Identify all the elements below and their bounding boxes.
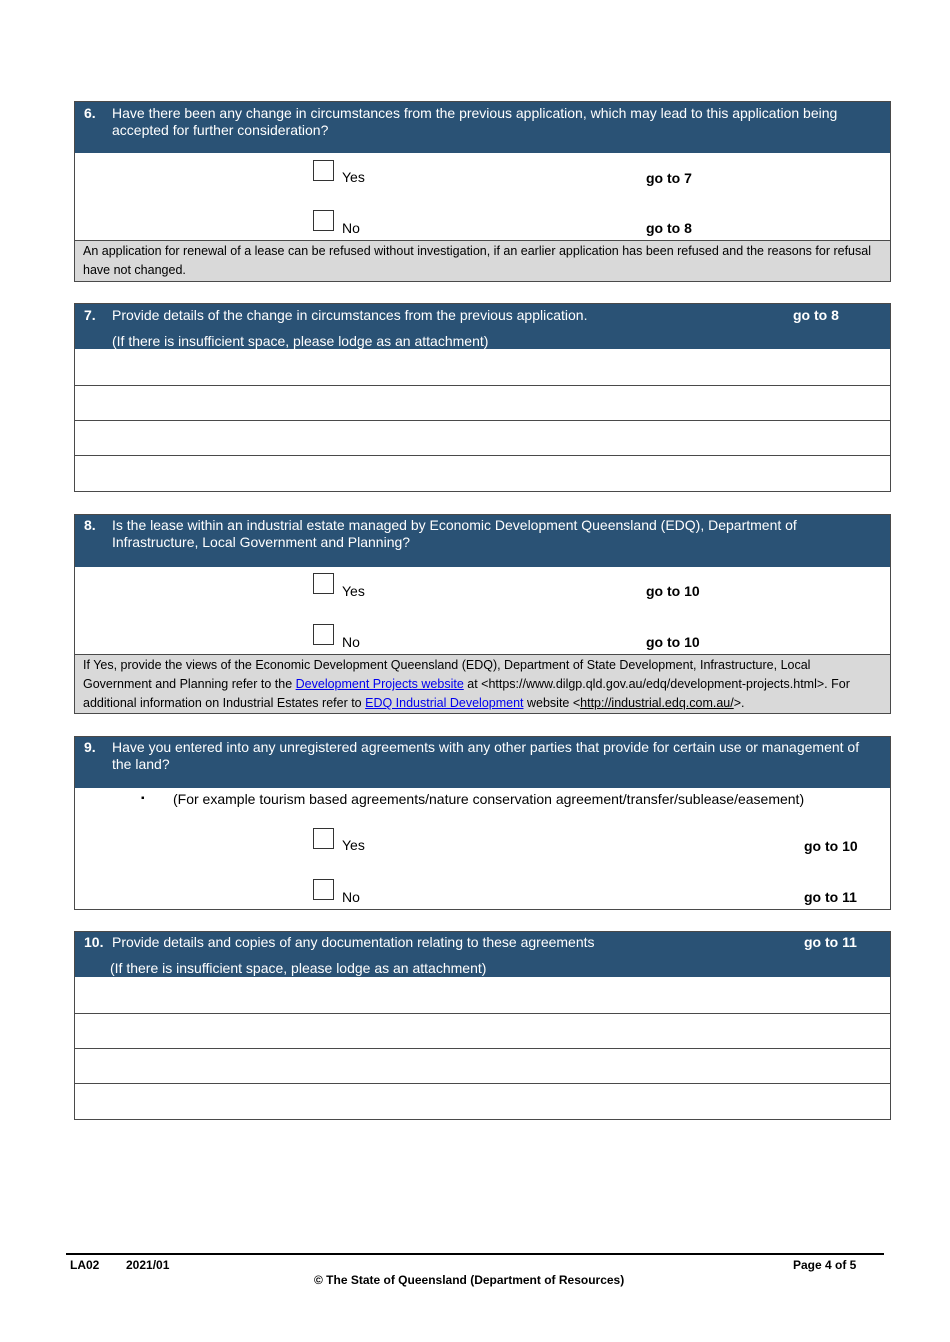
option-yes-row xyxy=(75,153,890,203)
bullet: ▪ xyxy=(141,793,145,804)
page-number: Page 4 of 5 xyxy=(793,1258,857,1272)
answer-line-2[interactable] xyxy=(75,385,890,420)
yes-checkbox[interactable] xyxy=(313,828,334,849)
question-subtext: (If there is insufficient space, please lodge as an attachment) xyxy=(112,333,489,349)
answer-line-3[interactable] xyxy=(75,420,890,455)
question-9-header xyxy=(75,737,890,788)
question-text: Have you entered into any unregistered agreements with any other parties that provide for certain use or management of the land? xyxy=(112,739,860,772)
form-version: 2021/01 xyxy=(126,1258,170,1272)
note-text-1: If Yes, provide the views of the Economic Development Queensland (EDQ), Department of State Development, Infrastructure, Local Government and Planning refer to the xyxy=(83,658,811,691)
goto-label: go to 8 xyxy=(793,307,839,323)
footer-divider xyxy=(66,1253,884,1255)
question-8-header xyxy=(75,515,890,567)
yes-label: Yes xyxy=(342,583,365,599)
example-text: (For example tourism based agreements/nature conservation agreement/transfer/sublease/easement) xyxy=(173,791,805,807)
question-number: 8. xyxy=(84,517,96,533)
edq-industrial-development-link[interactable]: EDQ Industrial Development xyxy=(365,696,524,710)
yes-checkbox[interactable] xyxy=(313,573,334,594)
question-text: Provide details and copies of any documentation relating to these agreements xyxy=(112,934,595,950)
no-checkbox[interactable] xyxy=(313,210,334,231)
question-text: Provide details of the change in circumstances from the previous application. xyxy=(112,307,588,323)
no-checkbox[interactable] xyxy=(313,879,334,900)
question-subtext: (If there is insufficient space, please lodge as an attachment) xyxy=(110,960,487,976)
example-row xyxy=(75,788,890,820)
no-goto: go to 8 xyxy=(646,220,692,236)
yes-goto: go to 10 xyxy=(804,838,858,854)
question-text: Have there been any change in circumstances from the previous application, which may lead to this application being accepted for further consideration? xyxy=(112,105,838,138)
industrial-url: http://industrial.edq.com.au/ xyxy=(580,696,734,710)
form-code: LA02 xyxy=(70,1258,100,1272)
note-text-4: >. xyxy=(733,696,745,710)
development-projects-link[interactable]: Development Projects website xyxy=(295,677,464,691)
copyright: © The State of Queensland (Department of Resources) xyxy=(314,1273,625,1287)
question-6-header xyxy=(75,102,890,153)
answer-line-4[interactable] xyxy=(75,1083,890,1118)
yes-label: Yes xyxy=(342,837,365,853)
question-7-header xyxy=(75,304,890,349)
no-label: No xyxy=(342,634,360,650)
question-10-section xyxy=(74,931,891,1120)
no-goto: go to 10 xyxy=(646,634,700,650)
no-goto: go to 11 xyxy=(804,889,857,905)
yes-checkbox[interactable] xyxy=(313,160,334,181)
question-number: 6. xyxy=(84,105,96,121)
answer-line-4[interactable] xyxy=(75,455,890,490)
no-label: No xyxy=(342,889,360,905)
yes-goto: go to 10 xyxy=(646,583,700,599)
option-no-row xyxy=(75,617,890,654)
question-10-header xyxy=(75,932,890,977)
question-6-section xyxy=(74,101,891,282)
question-number: 9. xyxy=(84,739,96,755)
no-checkbox[interactable] xyxy=(313,624,334,645)
note xyxy=(75,654,890,713)
note-text-3: website < xyxy=(523,696,581,710)
option-yes-row xyxy=(75,820,890,870)
question-number: 10. xyxy=(84,934,104,950)
answer-line-2[interactable] xyxy=(75,1013,890,1048)
goto-label: go to 11 xyxy=(804,934,857,950)
answer-line-1[interactable] xyxy=(75,349,890,385)
option-no-row xyxy=(75,203,890,240)
yes-goto: go to 7 xyxy=(646,170,692,186)
no-label: No xyxy=(342,220,360,236)
yes-label: Yes xyxy=(342,169,365,185)
note-text-2: at <https://www.dilgp.qld.gov.au/edq/development-projects.html>. For additional information on Industrial Estates refer to xyxy=(83,677,850,710)
option-yes-row xyxy=(75,567,890,617)
option-no-row xyxy=(75,870,890,909)
question-text: Is the lease within an industrial estate managed by Economic Development Queensland (EDQ), Department of Infrastructure, Local Government and Planning? xyxy=(112,517,797,550)
answer-line-3[interactable] xyxy=(75,1048,890,1083)
question-number: 7. xyxy=(84,307,96,323)
answer-line-1[interactable] xyxy=(75,977,890,1013)
note: An application for renewal of a lease can be refused without investigation, if an earlier application has been refused and the reasons for refusal have not changed. xyxy=(75,240,890,281)
question-7-section xyxy=(74,303,891,492)
question-9-section xyxy=(74,736,891,910)
question-8-section xyxy=(74,514,891,714)
